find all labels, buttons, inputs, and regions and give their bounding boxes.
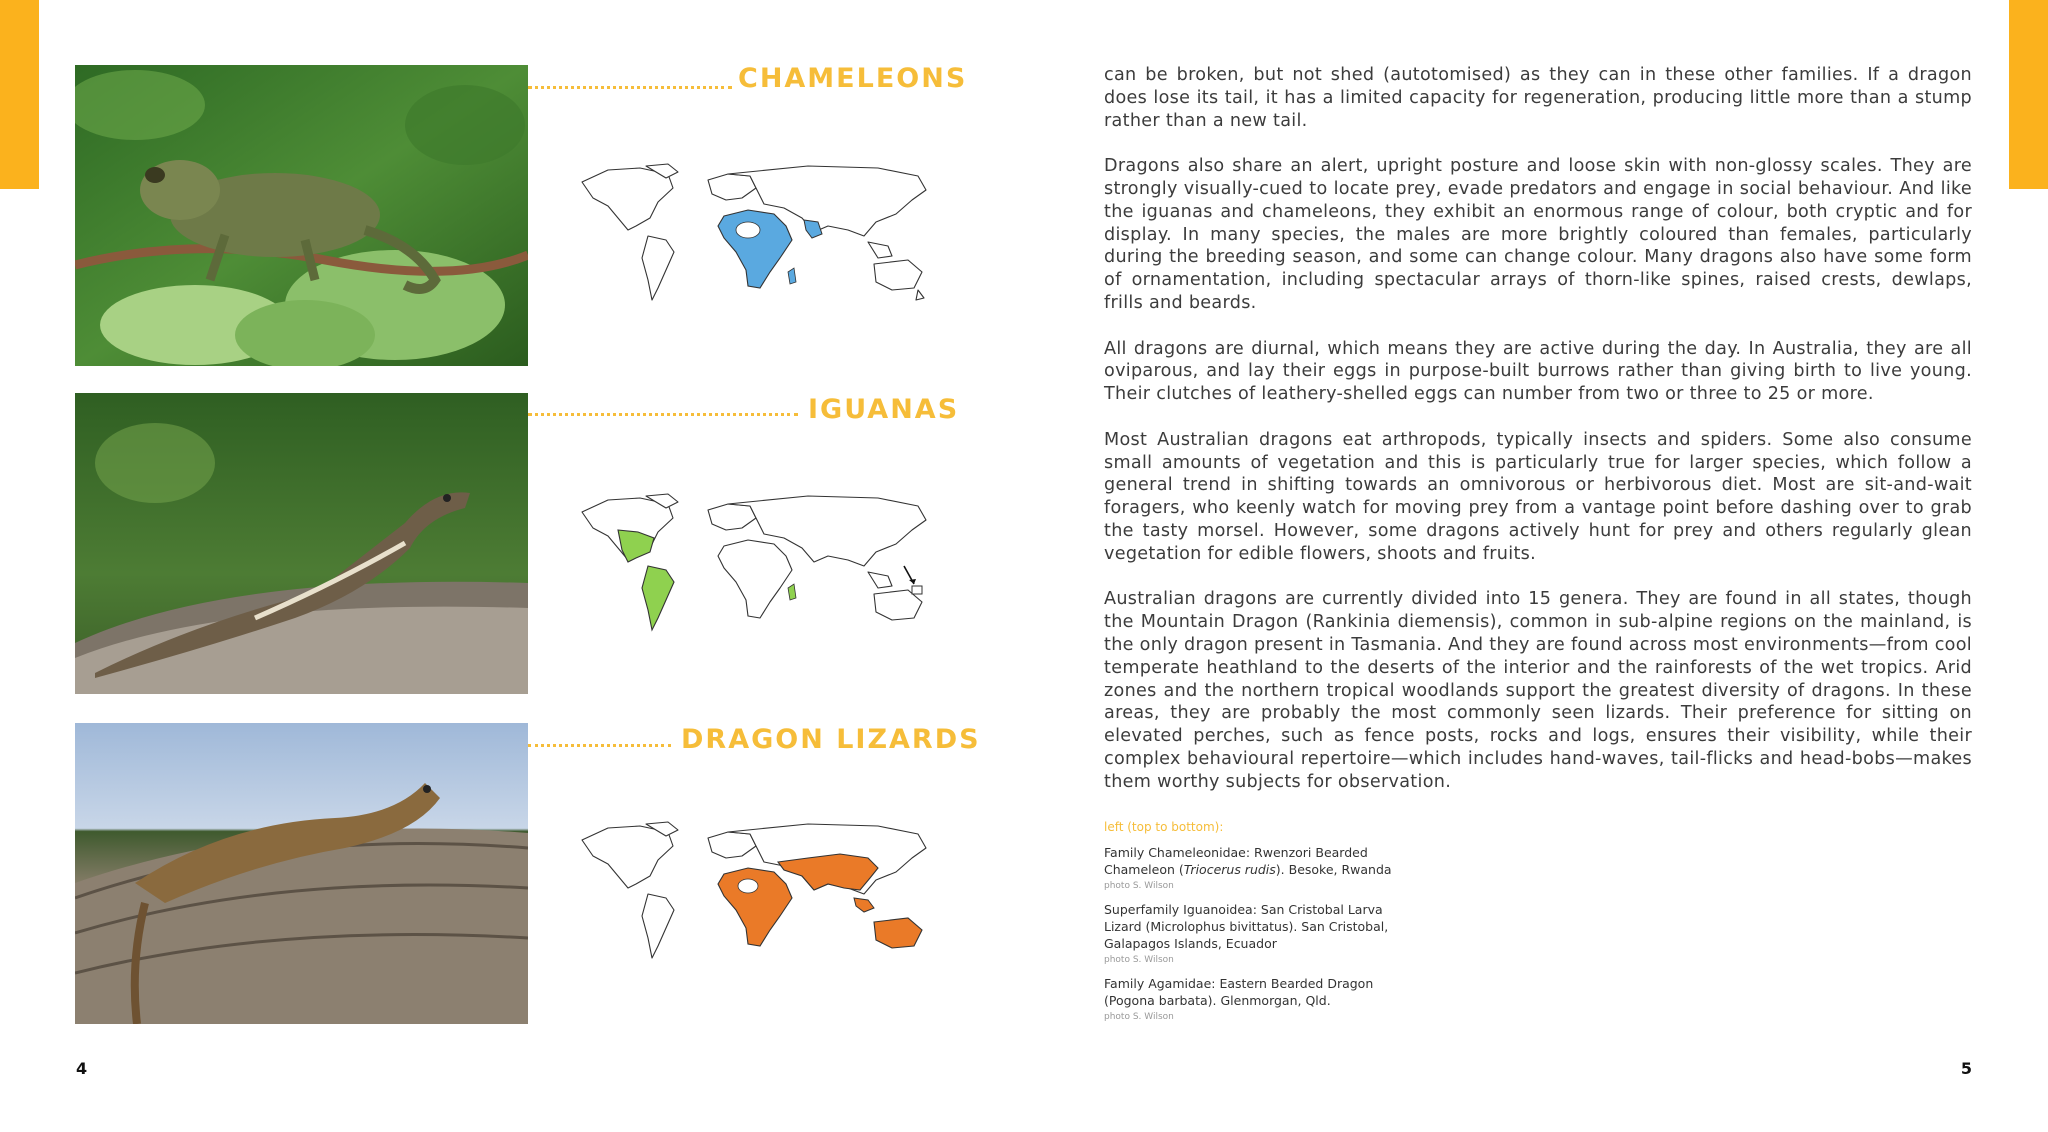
photo-credit: photo S. Wilson	[1104, 1012, 1174, 1022]
color-tab-left	[0, 0, 39, 189]
iguana-photo	[75, 393, 528, 694]
iguana-distribution-map	[578, 490, 930, 634]
page-number-left: 4	[76, 1059, 88, 1078]
heading-leader	[528, 413, 798, 416]
heading-dragon-lizards: DRAGON LIZARDS	[681, 724, 981, 755]
caption-iguana: Superfamily Iguanoidea: San Cristobal Larva Lizard (Microlophus bivittatus). San Cristobal, Galapagos Islands, Ecuador	[1104, 902, 1389, 951]
heading-leader	[528, 744, 671, 747]
caption-dragon: Family Agamidae: Eastern Bearded Dragon (Pogona barbata). Glenmorgan, Qld.	[1104, 976, 1374, 1008]
dragon-photo	[75, 723, 528, 1024]
caption-chameleon: Family Chameleonidae: Rwenzori Bearded Chameleon (Triocerus rudis). Besoke, Rwanda	[1104, 845, 1392, 877]
paragraph: Australian dragons are currently divided into 15 genera. They are found in all states, though the Mountain Dragon (Rankinia diemensis), common in sub-alpine regions on the mainland, is the only dragon present in Tasmania. And they are found across most environments—from cool temperate heathland to the deserts of the interior and the rainforests of the wet tropics. Arid zones and the northern tropical woodlands support the greatest diversity of dragons. In these areas, they are probably the most commonly seen lizards. Their preference for sitting on elevated perches, such as fence posts, rocks and logs, ensures their visibility, while their complex behavioural repertoire—which includes hand-waves, tail-flicks and head-bobs—makes them worthy subjects for observation.	[1104, 589, 1972, 792]
paragraph: All dragons are diurnal, which means they are active during the day. In Australia, they are all oviparous, and lay their eggs in purpose-built burrows rather than giving birth to live young. Their clutches of leathery-shelled eggs can number from two or three to 25 or more.	[1104, 338, 1972, 405]
chameleon-distribution-map	[578, 160, 930, 304]
body-text	[1104, 64, 1972, 816]
paragraph: Most Australian dragons eat arthropods, typically insects and spiders. Some also consume small amounts of vegetation and this is particularly true for larger species, which follow a general trend in shifting towards an omnivorous or herbivorous diet. Most are sit-and-wait foragers, who keenly watch for moving prey from a vantage point before dashing over to grab the tasty morsel. However, some dragons actively hunt for prey and others regularly glean vegetation for edible flowers, shoots and fruits.	[1104, 429, 1972, 564]
dragon-distribution-map	[578, 818, 930, 962]
photo-credit: photo S. Wilson	[1104, 955, 1174, 965]
heading-iguanas: IGUANAS	[808, 394, 960, 425]
photo-captions	[1104, 820, 1404, 1032]
photo-credit: photo S. Wilson	[1104, 881, 1174, 891]
heading-leader	[528, 86, 732, 89]
chameleon-range	[718, 210, 792, 288]
page-number-right: 5	[1960, 1059, 1972, 1078]
heading-chameleons: CHAMELEONS	[738, 63, 968, 94]
paragraph: can be broken, but not shed (autotomised) as they can in these other families. If a dragon does lose its tail, it has a limited capacity for regeneration, producing little more than a stump rather than a new tail.	[1104, 65, 1972, 131]
paragraph: Dragons also share an alert, upright posture and loose skin with non-glossy scales. They are strongly visually-cued to locate prey, evade predators and engage in social behaviour. And like the iguanas and chameleons, they exhibit an enormous range of colour, both cryptic and for display. In many species, the males are more brightly coloured than females, particularly during the breeding season, and some can change colour. Many dragons also have some form of ornamentation, including spectacular arrays of thorn-like spines, raised crests, dewlaps, frills and beards.	[1104, 156, 1972, 313]
caption-heading: left (top to bottom):	[1104, 820, 1224, 834]
dragon-range-africa	[718, 868, 792, 946]
dragon-range-australia	[874, 918, 922, 948]
color-tab-right	[2009, 0, 2048, 189]
chameleon-photo	[75, 65, 528, 366]
